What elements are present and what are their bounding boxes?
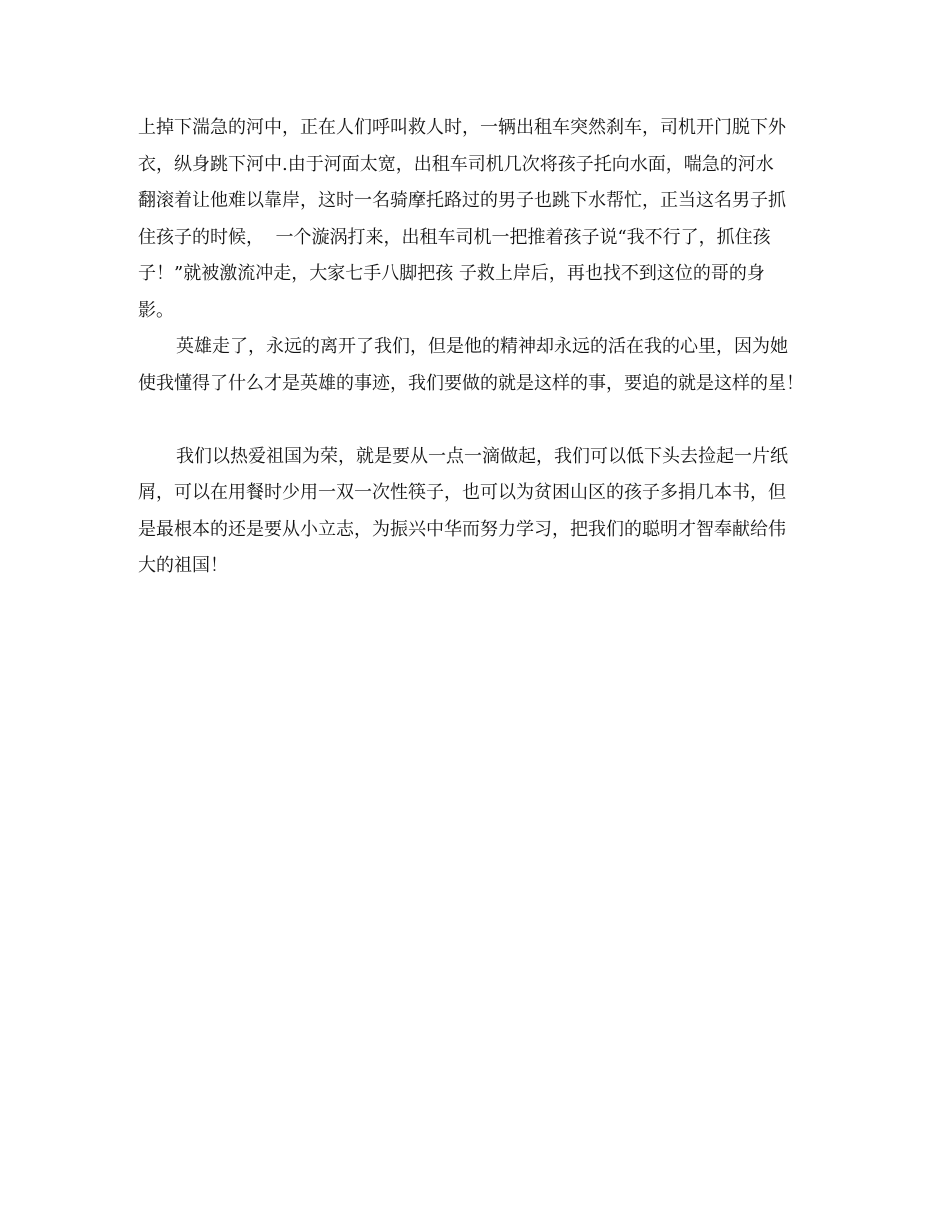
paragraph-story-continuation bbox=[138, 110, 828, 329]
text-line: 是最根本的还是要从小立志，为振兴中华而努力学习，把我们的聪明才智奉献给伟 bbox=[138, 518, 786, 540]
text-line: 我们以热爱祖国为荣，就是要从一点一滴做起，我们可以低下头去捡起一片纸 bbox=[176, 445, 788, 467]
text-line: 翻滚着让他难以靠岸，这时一名骑摩托路过的男子也跳下水帮忙，正当这名男子抓 bbox=[138, 190, 786, 211]
text-line: 住孩子的时候， 一个漩涡打来，出租车司机一把推着孩子说“我不行了，抓住孩 bbox=[138, 226, 771, 248]
text-line: 屑，可以在用餐时少用一双一次性筷子，也可以为贫困山区的孩子多捐几本书，但 bbox=[138, 482, 786, 503]
text-line: 英雄走了，永远的离开了我们，但是他的精神却永远的活在我的心里，因为她 bbox=[176, 336, 788, 357]
text-line: 衣，纵身跳下河中.由于河面太宽，出租车司机几次将孩子托向水面，喘急的河水 bbox=[138, 153, 774, 175]
text-line: 大的祖国！ bbox=[138, 555, 228, 576]
text-line: 上掉下湍急的河中，正在人们呼叫救人时，一辆出租车突然刹车，司机开门脱下外 bbox=[138, 117, 786, 138]
paragraph-hero-reflection bbox=[138, 329, 828, 402]
document-body bbox=[138, 110, 828, 585]
text-line: 使我懂得了什么才是英雄的事迹，我们要做的就是这样的事，要追的就是这样的星！ bbox=[138, 372, 804, 394]
paragraph-spacer bbox=[138, 402, 828, 439]
text-line: 影。 bbox=[138, 299, 174, 321]
paragraph-patriotism bbox=[138, 439, 828, 585]
text-line: 子！”就被激流冲走，大家七手八脚把孩 子救上岸后，再也找不到这位的哥的身 bbox=[138, 263, 765, 284]
